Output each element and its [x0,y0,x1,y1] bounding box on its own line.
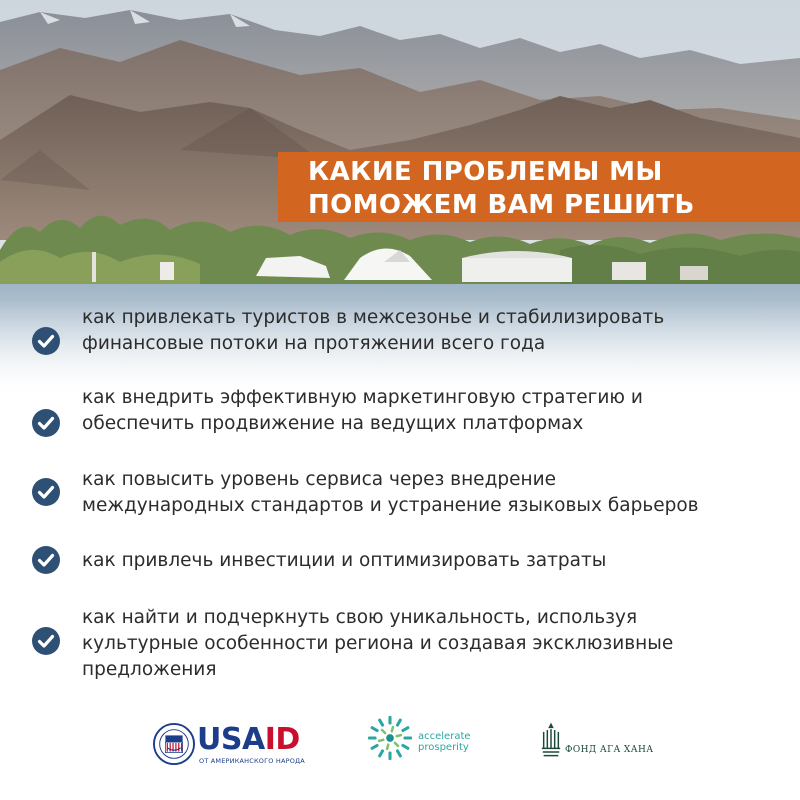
check-circle-icon [31,408,61,438]
check-circle-icon [31,477,61,507]
usaid-seal-icon [153,723,195,765]
list-item-line: финансовые потоки на протяжении всего года [82,333,546,354]
headline-line-1: КАКИЕ ПРОБЛЕМЫ МЫ [308,157,663,187]
usaid-subtitle: ОТ АМЕРИКАНСКОГО НАРОДА [199,757,305,765]
list-item-text [82,467,782,519]
list-item-line: как привлекать туристов в межсезонье и стабилизировать [82,307,665,328]
usaid-logo-word [197,724,300,756]
list-item-line: культурные особенности региона и создавая эксклюзивные [82,633,674,654]
headline-line-2: ПОМОЖЕМ ВАМ РЕШИТЬ [308,190,695,220]
accelerate-prosperity-logo-icon [366,714,414,762]
list-item-line: как повысить уровень сервиса через внедрение [82,469,556,490]
list-item-text [82,605,782,683]
aga-khan-foundation-logo-icon [540,720,562,762]
list-item-text [82,548,782,574]
list-item-line: как найти и подчеркнуть свою уникальность, используя [82,607,638,628]
accelerate-line: accelerate [418,731,471,742]
check-circle-icon [31,545,61,575]
list-item-line: международных стандартов и устранение языковых барьеров [82,495,699,516]
aga-khan-foundation-text: ФОНД АГА ХАНА [565,745,654,755]
accelerate-prosperity-text [418,731,471,753]
list-item-line: обеспечить продвижение на ведущих платформах [82,413,584,434]
list-item-text [82,305,782,357]
list-item-line: предложения [82,659,217,680]
prosperity-line: prosperity [418,742,469,753]
list-item-line: как внедрить эффективную маркетинговую стратегию и [82,387,643,408]
usaid-word-red: ID [264,722,300,757]
list-item-text [82,385,782,437]
usaid-word-blue: USA [197,722,265,757]
check-circle-icon [31,626,61,656]
list-item-line: как привлечь инвестиции и оптимизировать затраты [82,550,607,571]
headline-title [308,156,788,222]
check-circle-icon [31,326,61,356]
